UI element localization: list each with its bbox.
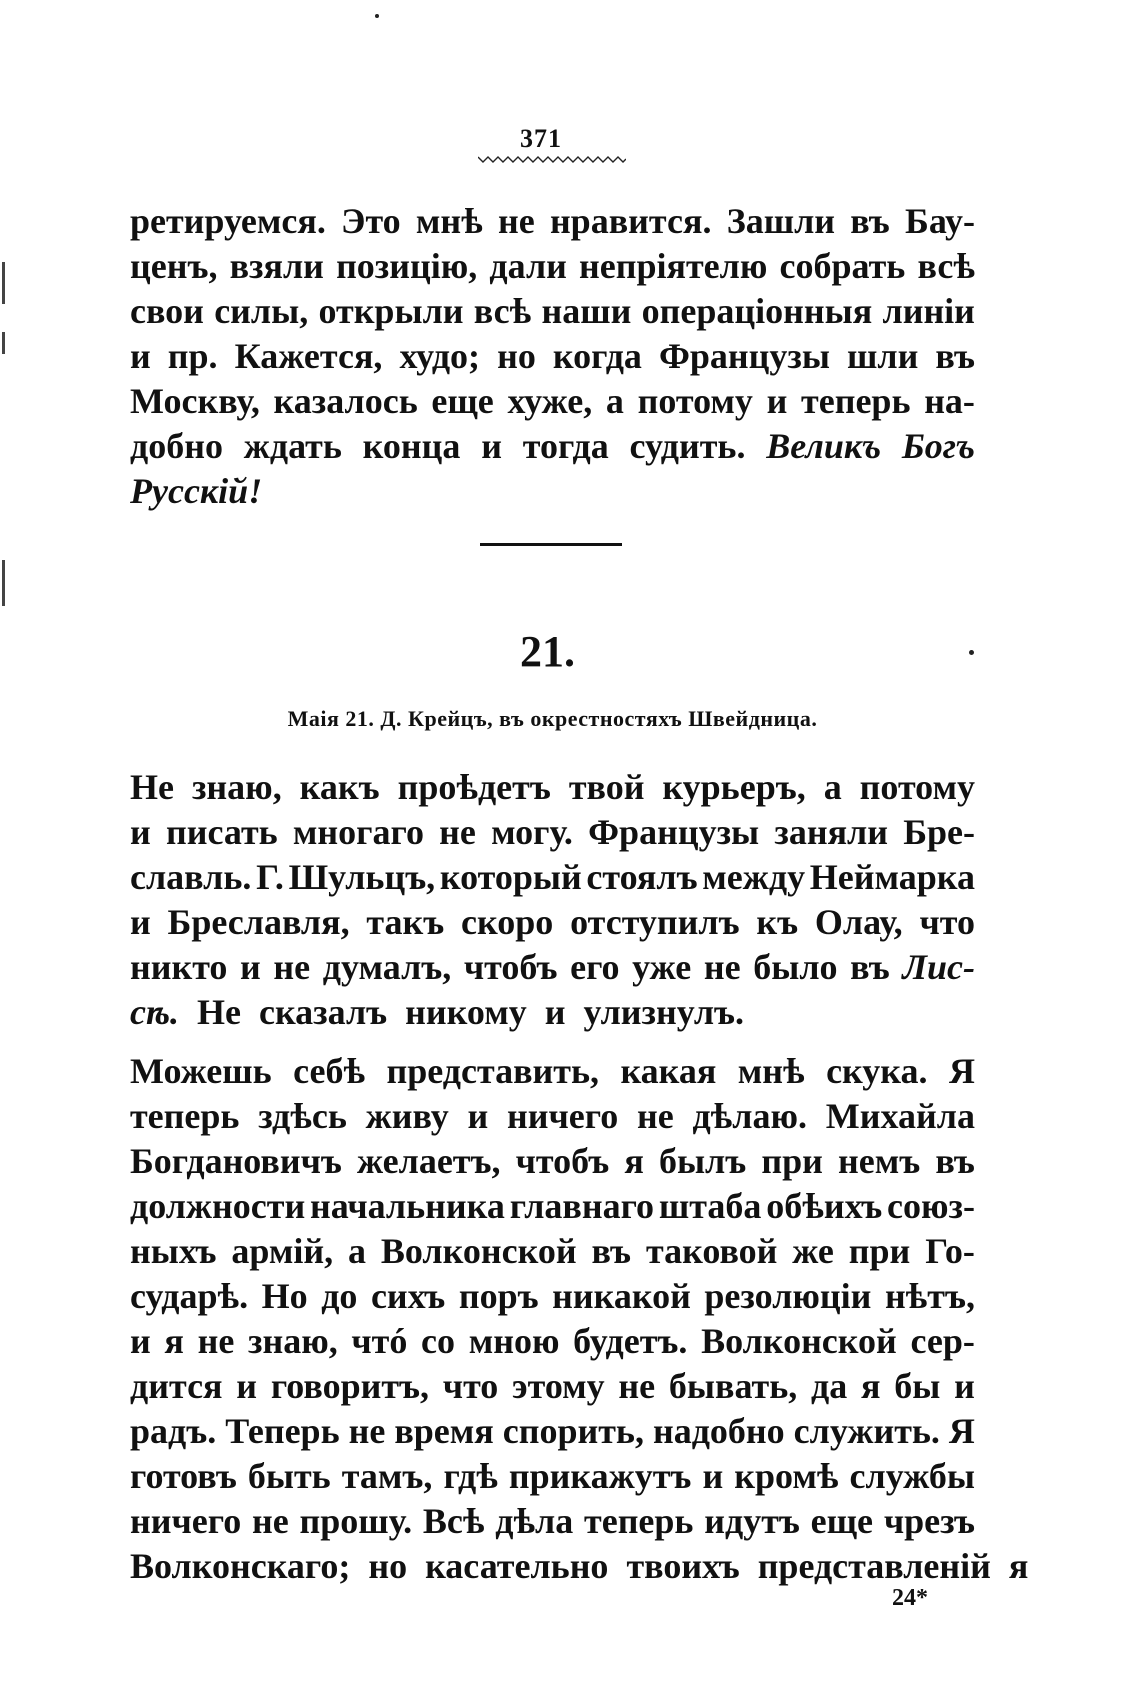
word: между <box>702 857 806 897</box>
text-line <box>130 1545 1029 1590</box>
word: и <box>130 1321 151 1361</box>
scan-edge-mark <box>2 560 5 606</box>
text-line <box>130 946 975 991</box>
word: и <box>130 336 151 376</box>
word: открыли <box>318 291 464 331</box>
word: тогда <box>522 426 609 466</box>
word: Михайла <box>825 1096 975 1136</box>
word: уже <box>632 947 692 987</box>
word: обѣихъ <box>766 1186 883 1226</box>
text-line <box>130 1275 975 1320</box>
word: былъ <box>658 1141 747 1181</box>
word: худо; <box>399 336 481 376</box>
word: операціонныя <box>641 291 873 331</box>
text-line <box>130 1095 975 1140</box>
word: сѣ. <box>130 992 179 1032</box>
text-line <box>130 290 975 335</box>
word: сер- <box>910 1321 975 1361</box>
word: Волконской <box>701 1321 897 1361</box>
word: надобно <box>652 1411 785 1451</box>
word: дѣлаю. <box>692 1096 807 1136</box>
word: наши <box>541 291 632 331</box>
word: службы <box>849 1456 975 1496</box>
word: прошу. <box>299 1501 413 1541</box>
word: таковой <box>645 1231 778 1271</box>
word: и <box>467 1096 489 1136</box>
word: добно <box>130 426 223 466</box>
word: было <box>753 947 838 987</box>
word: Не <box>197 992 241 1032</box>
word: не <box>497 201 535 241</box>
word: бывать, <box>668 1366 798 1406</box>
word: а <box>348 1231 366 1271</box>
text-block-top <box>130 200 975 515</box>
word: свои <box>130 291 204 331</box>
word: сударѣ. <box>130 1276 249 1316</box>
text-line <box>130 1500 975 1545</box>
word: чрезъ <box>883 1501 975 1541</box>
word: Го- <box>925 1231 975 1271</box>
word: мнѣ <box>415 201 483 241</box>
word: какая <box>620 1051 717 1091</box>
word: силы, <box>214 291 309 331</box>
letter-dateline: Маія 21. Д. Крейцъ, въ окрестностяхъ Швейдница. <box>287 706 818 731</box>
word: пр. <box>167 336 218 376</box>
word: на- <box>924 381 975 421</box>
word: и <box>544 992 566 1032</box>
word: сказалъ <box>258 992 388 1032</box>
word: еще <box>431 381 494 421</box>
word: главнаго <box>509 1186 655 1226</box>
word: штаба <box>658 1186 762 1226</box>
word: улизнулъ. <box>583 992 745 1032</box>
word: въ <box>850 201 890 241</box>
word: да <box>811 1366 848 1406</box>
word: и <box>702 1456 724 1496</box>
word: позицію, <box>336 246 478 286</box>
word: начальника <box>310 1186 505 1226</box>
word: но <box>368 1546 408 1586</box>
word: же <box>792 1231 834 1271</box>
word: Великъ <box>766 426 882 466</box>
word: Лис- <box>902 947 975 987</box>
word: Французы <box>588 812 760 852</box>
word: представить, <box>386 1051 600 1091</box>
word: нѣтъ, <box>884 1276 975 1316</box>
word: Волконской <box>380 1231 577 1271</box>
word: къ <box>756 902 799 942</box>
word: Зашли <box>726 201 836 241</box>
word: въ <box>591 1231 632 1271</box>
word: дится <box>130 1366 223 1406</box>
word: твоихъ <box>626 1546 740 1586</box>
signature-mark: 24* <box>892 1585 928 1611</box>
text-line <box>130 811 975 856</box>
word: Теперь <box>225 1411 340 1451</box>
word: Богдановичъ <box>130 1141 342 1181</box>
text-line <box>130 1230 975 1275</box>
word: не <box>439 812 476 852</box>
word: теперь <box>130 1096 240 1136</box>
word: дали <box>489 246 567 286</box>
word: я <box>164 1321 184 1361</box>
word: и <box>766 381 788 421</box>
word: когда <box>552 336 642 376</box>
text-line <box>130 991 975 1036</box>
word: чтó <box>351 1321 408 1361</box>
word: его <box>570 947 620 987</box>
word: бы <box>894 1366 941 1406</box>
word: чтобъ <box>515 1141 610 1181</box>
word: время <box>394 1411 494 1451</box>
word: твой <box>568 767 645 807</box>
word: а <box>823 767 842 807</box>
word: и <box>240 947 261 987</box>
word: не <box>273 947 311 987</box>
word: Можешь <box>130 1051 272 1091</box>
word: ретируемся. <box>130 201 326 241</box>
word: хуже, <box>507 381 593 421</box>
scan-speck <box>375 14 379 18</box>
word: непріятелю <box>579 246 768 286</box>
word: но <box>497 336 536 376</box>
word: скука. <box>826 1051 928 1091</box>
word: я <box>861 1366 881 1406</box>
text-line <box>130 1320 975 1365</box>
word: я <box>624 1141 644 1181</box>
word: многаго <box>292 812 424 852</box>
text-line <box>130 470 975 515</box>
paragraph-1 <box>130 766 975 1036</box>
word: и <box>130 902 151 942</box>
text-line <box>130 1365 975 1410</box>
word: Бре- <box>903 812 975 852</box>
word: Не <box>130 767 174 807</box>
word: до <box>321 1276 358 1316</box>
word: такъ <box>366 902 445 942</box>
word: мною <box>468 1321 560 1361</box>
word: ждать <box>243 426 342 466</box>
word: Это <box>341 201 401 241</box>
word: быть <box>247 1456 331 1496</box>
word: мнѣ <box>737 1051 805 1091</box>
word: судить. <box>629 426 746 466</box>
text-line <box>130 1140 975 1185</box>
word: Но <box>261 1276 308 1316</box>
word: не <box>703 947 741 987</box>
word: должности <box>130 1186 306 1226</box>
word: не <box>252 1501 289 1541</box>
word: всѣ <box>473 291 532 331</box>
word: Кажется, <box>234 336 383 376</box>
word: немъ <box>838 1141 921 1181</box>
text-line <box>130 1410 975 1455</box>
text-line <box>130 901 975 946</box>
word: себѣ <box>293 1051 366 1091</box>
word: радъ. <box>130 1411 217 1451</box>
scan-edge-mark <box>2 262 5 304</box>
word: въ <box>935 1141 975 1181</box>
word: спорить, <box>502 1411 644 1451</box>
text-line <box>130 425 975 470</box>
word: дѣла <box>495 1501 574 1541</box>
letter-number: 21. <box>520 627 575 676</box>
word: при <box>848 1231 911 1271</box>
scan-speck <box>969 650 974 655</box>
word: какъ <box>299 767 380 807</box>
word: что <box>442 1366 499 1406</box>
word: думалъ, <box>322 947 452 987</box>
word: идутъ <box>704 1501 800 1541</box>
word: нравится. <box>549 201 712 241</box>
word: здѣсь <box>258 1096 347 1136</box>
word: линіи <box>882 291 975 331</box>
word: этому <box>512 1366 605 1406</box>
text-line <box>130 1050 975 1095</box>
word: при <box>761 1141 823 1181</box>
word: не <box>348 1411 386 1451</box>
word: желаетъ, <box>357 1141 501 1181</box>
word: Бау- <box>905 201 975 241</box>
word: никто <box>130 947 228 987</box>
word: будетъ. <box>573 1321 688 1361</box>
word: Москву, <box>130 381 260 421</box>
word: Русскій! <box>130 471 263 511</box>
text-line <box>130 766 975 811</box>
word: проѣдетъ <box>397 767 551 807</box>
word: отступилъ <box>570 902 740 942</box>
page-number: 371 <box>520 124 562 153</box>
word: который <box>439 857 582 897</box>
word: касательно <box>425 1546 609 1586</box>
word: и <box>481 426 502 466</box>
section-divider <box>480 543 622 546</box>
word: Французы <box>658 336 830 376</box>
word: славль. <box>130 857 252 897</box>
word: гдѣ <box>443 1456 498 1496</box>
page-number-ornament <box>478 154 626 164</box>
text-line <box>130 335 975 380</box>
word: армій, <box>231 1231 334 1271</box>
word: сихъ <box>370 1276 446 1316</box>
word: прикажутъ <box>508 1456 692 1496</box>
word: не <box>618 1366 656 1406</box>
word: Всѣ <box>422 1501 485 1541</box>
word: говоритъ, <box>270 1366 429 1406</box>
word: потому <box>859 767 975 807</box>
word: теперь <box>801 381 911 421</box>
word: поръ <box>458 1276 539 1316</box>
word: всѣ <box>917 246 975 286</box>
word: знаю, <box>247 1321 338 1361</box>
word: въ <box>850 947 890 987</box>
word: въ <box>935 336 975 376</box>
word: никакой <box>552 1276 691 1316</box>
word: служить. <box>793 1411 940 1451</box>
word: заняли <box>774 812 888 852</box>
word: и <box>954 1366 975 1406</box>
word: тамъ, <box>341 1456 433 1496</box>
word: курьеръ, <box>662 767 806 807</box>
text-line <box>130 1455 975 1500</box>
word: и <box>236 1366 258 1406</box>
word: могу. <box>491 812 573 852</box>
word: собрать <box>779 246 906 286</box>
word: ничего <box>506 1096 619 1136</box>
word: Бреславля, <box>167 902 350 942</box>
word: стоялъ <box>586 857 698 897</box>
word: конца <box>362 426 461 466</box>
word: взяли <box>229 246 324 286</box>
word: Неймарка <box>809 857 975 897</box>
word: скоро <box>461 902 554 942</box>
word: Шульцъ, <box>288 857 436 897</box>
text-line <box>130 200 975 245</box>
word: шли <box>847 336 919 376</box>
word: готовъ <box>130 1456 237 1496</box>
word: Богъ <box>901 426 975 466</box>
word: представленій <box>757 1546 991 1586</box>
text-line <box>130 856 975 901</box>
text-line <box>130 380 975 425</box>
text-line <box>130 245 975 290</box>
word: не <box>197 1321 235 1361</box>
word: Я <box>948 1411 975 1451</box>
word: теперь <box>584 1501 694 1541</box>
word: Волконскаго; <box>130 1546 351 1586</box>
word: со <box>421 1321 456 1361</box>
paragraph-2 <box>130 1050 1029 1590</box>
word: еще <box>810 1501 874 1541</box>
word: кромѣ <box>734 1456 839 1496</box>
word: и <box>130 812 151 852</box>
word: Олау, <box>814 902 903 942</box>
word: я <box>1008 1546 1029 1586</box>
word: живу <box>365 1096 449 1136</box>
word: ничего <box>130 1501 242 1541</box>
word: никому <box>405 992 527 1032</box>
word: писать <box>165 812 278 852</box>
word: Г. <box>256 857 284 897</box>
word: Я <box>948 1051 975 1091</box>
word: не <box>636 1096 674 1136</box>
word: чтобъ <box>463 947 558 987</box>
word: потому <box>637 381 753 421</box>
word: союз- <box>887 1186 975 1226</box>
word: казалось <box>273 381 418 421</box>
scan-edge-mark <box>2 332 5 354</box>
word: ныхъ <box>130 1231 217 1271</box>
word: а <box>605 381 624 421</box>
word: резолюціи <box>704 1276 872 1316</box>
word: ценъ, <box>130 246 218 286</box>
text-line <box>130 1185 975 1230</box>
word: знаю, <box>191 767 282 807</box>
word: что <box>919 902 975 942</box>
